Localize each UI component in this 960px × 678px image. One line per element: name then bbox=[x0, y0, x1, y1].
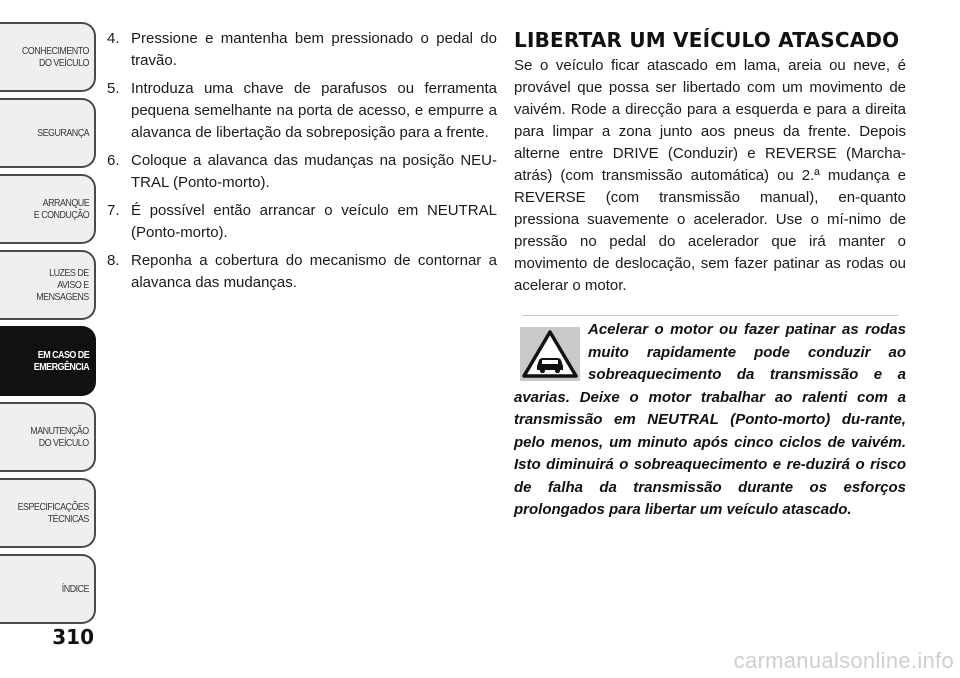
warning-car-triangle-icon bbox=[520, 327, 580, 381]
warning-divider bbox=[522, 315, 898, 316]
step-number: 5. bbox=[107, 80, 120, 97]
tab-label: EM CASO DE EMERGÊNCIA bbox=[33, 349, 89, 373]
tab-luzes-de-aviso[interactable] bbox=[0, 250, 96, 320]
tab-indice[interactable] bbox=[0, 554, 96, 624]
list-item bbox=[107, 200, 497, 244]
page-number: 310 bbox=[52, 625, 94, 649]
tab-label: SEGURANÇA bbox=[37, 127, 89, 139]
left-column bbox=[107, 28, 497, 300]
tab-manutencao-do-veiculo[interactable] bbox=[0, 402, 96, 472]
step-text: Reponha a cobertura do mecanismo de contornar a alavanca das mudanças. bbox=[131, 252, 497, 291]
step-number: 6. bbox=[107, 152, 120, 169]
step-text: É possível então arrancar o veículo em NEUTRAL (Ponto-morto). bbox=[131, 202, 497, 241]
list-item bbox=[107, 78, 497, 144]
tab-seguranca[interactable] bbox=[0, 98, 96, 168]
tab-label: ESPECIFICAÇÕES TÉCNICAS bbox=[17, 501, 89, 525]
watermark: carmanualsonline.info bbox=[733, 648, 954, 673]
section-heading: LIBERTAR UM VEÍCULO ATASCADO bbox=[514, 28, 900, 52]
warning-box bbox=[514, 319, 906, 522]
tab-label: ARRANQUE E CONDUÇÃO bbox=[33, 197, 89, 221]
tab-label: MANUTENÇÃO DO VEÍCULO bbox=[30, 425, 89, 449]
tab-em-caso-de-emergencia[interactable] bbox=[0, 326, 96, 396]
section-body: Se o veículo ficar atascado em lama, areia ou neve, é provável que possa ser libertado com um movimento de vaivém. Rode a direcção para a esquerda e para a direita para limpar a zona junto aos pneus da frente. Depois alterne entre DRIVE (Conduzir) e REVERSE (Marcha-atrás) (com transmissão automática) ou 2.ª mudança e REVERSE (com transmissão manual), en-quanto pressiona suavemente o acelerador. Use o mí-nimo de pressão no pedal do acelerador que irá manter o movimento de deslocação, sem fazer patinar as rodas ou acelerar o motor. bbox=[514, 57, 906, 294]
tab-arranque-e-conducao[interactable] bbox=[0, 174, 96, 244]
step-text: Introduza uma chave de parafusos ou ferramenta pequena semelhante na porta de acesso, e empurre a alavanca de libertação da sobreposição para a frente. bbox=[131, 80, 497, 141]
step-number: 7. bbox=[107, 202, 120, 219]
list-item bbox=[107, 28, 497, 72]
warning-text: Acelerar o motor ou fazer patinar as rodas muito rapidamente pode conduzir ao sobreaquecimento da transmissão e a avarias. Deixe o motor trabalhar ao ralenti com a transmissão em NEUTRAL (Ponto-morto) du-rante, pelo menos, um minuto após cinco ciclos de vaivém. Isto diminuirá o sobreaquecimento e re-duzirá o risco de falha da transmissão durante os esforços prolongados para libertar um veículo atascado. bbox=[514, 321, 906, 518]
list-item bbox=[107, 250, 497, 294]
tab-label: CONHECIMENTO DO VEÍCULO bbox=[21, 45, 89, 69]
step-number: 4. bbox=[107, 30, 120, 47]
list-item bbox=[107, 150, 497, 194]
tab-conhecimento-do-veiculo[interactable] bbox=[0, 22, 96, 92]
step-list bbox=[107, 28, 497, 294]
tab-label: ÍNDICE bbox=[61, 583, 89, 595]
step-text: Pressione e mantenha bem pressionado o pedal do travão. bbox=[131, 30, 497, 69]
tab-label: LUZES DE AVISO E MENSAGENS bbox=[36, 267, 89, 303]
step-text: Coloque a alavanca das mudanças na posição NEU-TRAL (Ponto-morto). bbox=[131, 152, 497, 191]
tab-especificacoes-tecnicas[interactable] bbox=[0, 478, 96, 548]
right-column bbox=[514, 28, 906, 522]
step-number: 8. bbox=[107, 252, 120, 269]
